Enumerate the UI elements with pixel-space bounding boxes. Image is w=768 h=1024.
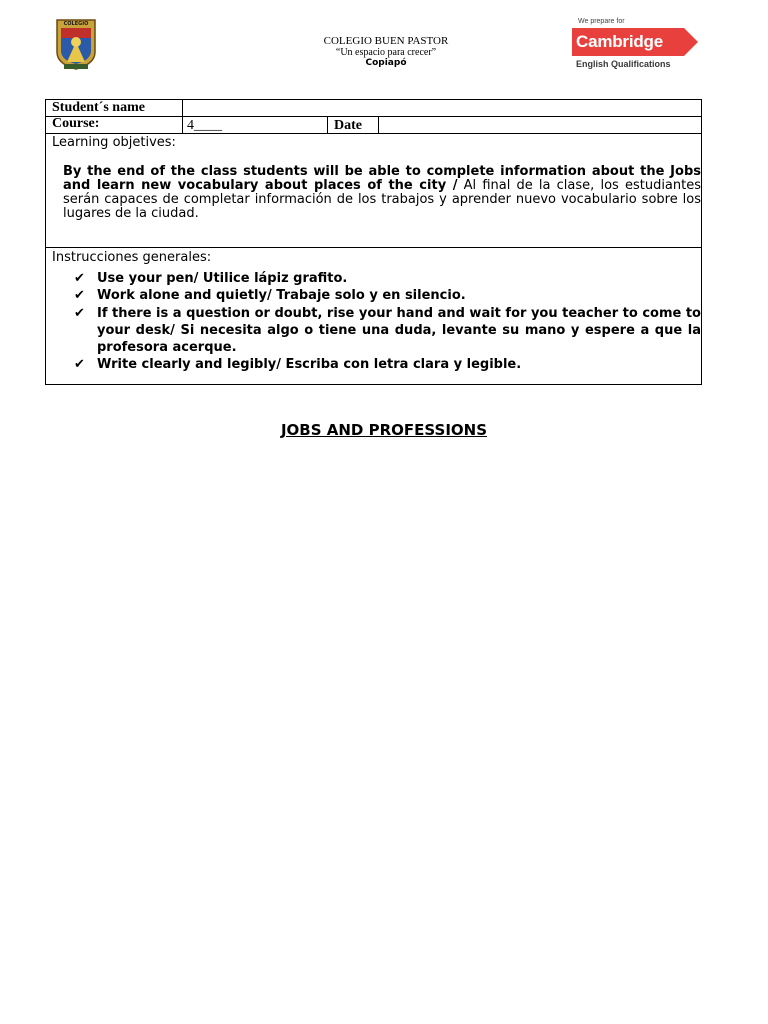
objectives-english: By the end of the class students will be able to complete information about the Jobs and learn new vocabulary about places of the city / bbox=[63, 164, 701, 193]
instruction-text: Work alone and quietly/ Trabaje solo y en silencio. bbox=[97, 288, 466, 304]
student-info-table bbox=[45, 99, 702, 385]
worksheet-title: JOBS AND PROFESSIONS bbox=[280, 421, 488, 439]
date-label: Date bbox=[328, 117, 379, 133]
instruction-text: Write clearly and legibly/ Escriba con letra clara y legible. bbox=[97, 357, 522, 373]
course-label: Course: bbox=[46, 117, 183, 133]
instructions-list bbox=[74, 270, 701, 374]
school-city: Copiapó bbox=[365, 58, 407, 68]
instructions-title: Instrucciones generales: bbox=[52, 250, 212, 265]
objectives-spanish: Al final de la clase, los estudiantes serán capaces de completar información de los trabajos y aprender nuevo vocabulario sobre los lugares de la ciudad. bbox=[63, 178, 702, 221]
learning-objectives-title: Learning objetives: bbox=[52, 135, 176, 150]
cambridge-tagline: We prepare for bbox=[578, 18, 625, 25]
cambridge-subtitle: English Qualifications bbox=[576, 59, 671, 69]
instruction-text: Use your pen/ Utilice lápiz grafito. bbox=[97, 271, 348, 286]
instruction-item bbox=[74, 287, 701, 304]
check-icon: ✔ bbox=[74, 305, 85, 321]
check-icon: ✔ bbox=[74, 357, 85, 373]
check-icon: ✔ bbox=[74, 288, 85, 304]
student-name-row bbox=[46, 100, 701, 117]
cambridge-brand: Cambridge bbox=[576, 32, 663, 51]
course-field[interactable]: 4____ bbox=[183, 117, 328, 133]
instruction-item bbox=[74, 305, 701, 357]
instruction-text: If there is a question or doubt, rise your hand and wait for you teacher to come to your desk/ Si necesita algo o tiene una duda, levante su mano y espere a que la profesora acerque. bbox=[97, 305, 701, 356]
student-name-field[interactable] bbox=[183, 100, 702, 116]
school-motto: “Un espacio para crecer” bbox=[335, 47, 437, 58]
school-name: COLEGIO BUEN PASTOR bbox=[323, 35, 449, 47]
school-title-block bbox=[286, 36, 486, 69]
crest-lettering: COLEGIO bbox=[63, 21, 89, 27]
course-row bbox=[46, 117, 701, 134]
date-field[interactable] bbox=[379, 117, 702, 133]
learning-objectives-text bbox=[63, 165, 701, 221]
school-crest-logo bbox=[55, 18, 97, 70]
section-divider bbox=[46, 247, 701, 248]
instruction-item bbox=[74, 270, 701, 287]
cambridge-logo bbox=[572, 18, 702, 72]
instruction-item bbox=[74, 356, 701, 373]
student-name-label: Student´s name bbox=[46, 100, 183, 116]
check-icon: ✔ bbox=[74, 271, 85, 286]
